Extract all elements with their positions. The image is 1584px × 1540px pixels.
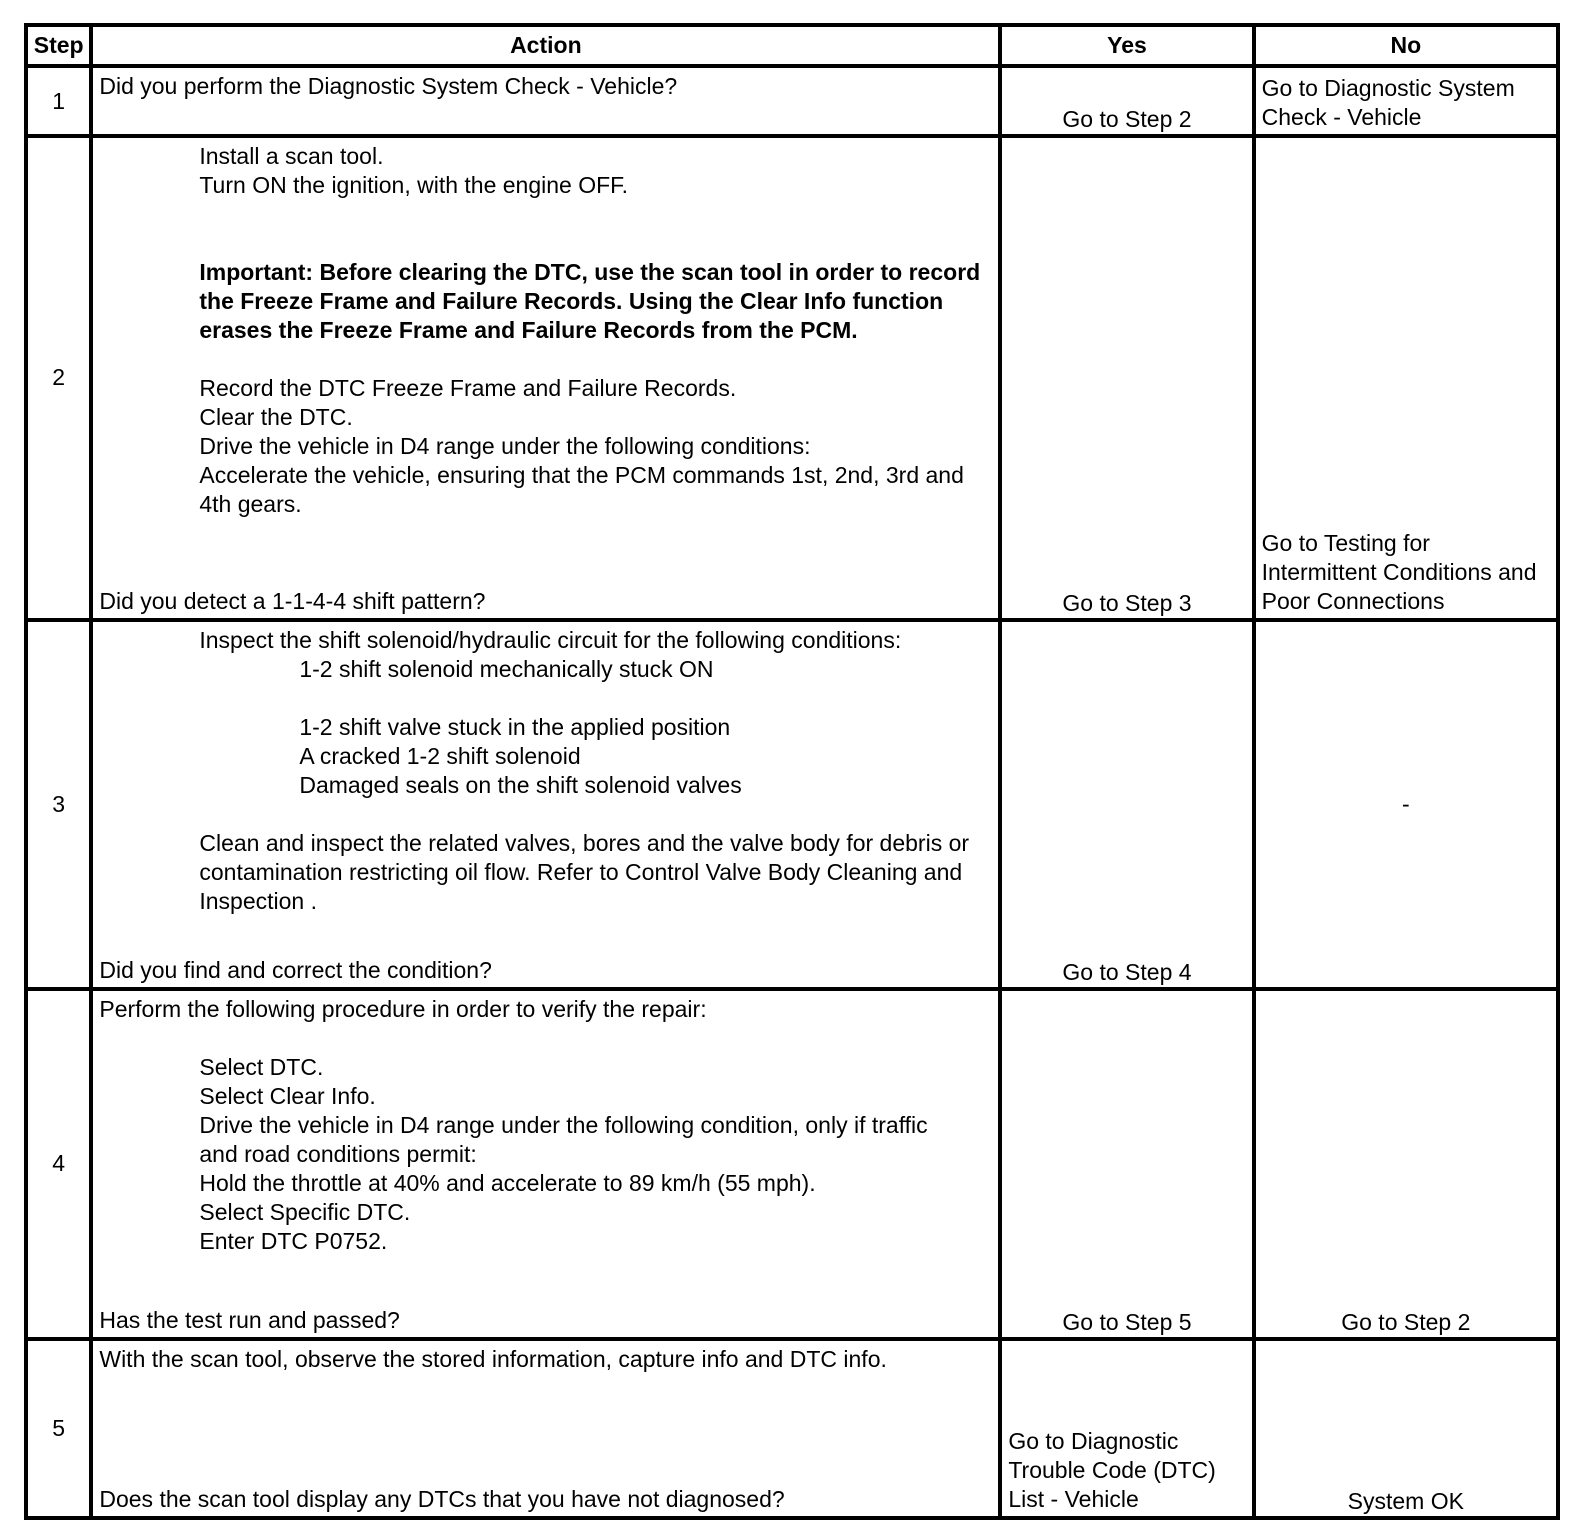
step-number: 2 (26, 136, 91, 619)
action-line: Select Specific DTC. (199, 1198, 411, 1225)
table-row (26, 1339, 1558, 1519)
question-text: Does the scan tool display any DTCs that you have not diagnosed? (99, 1486, 785, 1512)
yes-cell: Go to Step 4 (1000, 620, 1253, 989)
question-text: Did you detect a 1-1-4-4 shift pattern? (99, 587, 486, 614)
action-line: Install a scan tool. (199, 143, 384, 170)
action-line: Select DTC. (199, 1053, 324, 1080)
step-number: 5 (26, 1339, 91, 1519)
action-cell (91, 136, 1000, 619)
condition-line: 1-2 shift solenoid mechanically stuck ON (299, 655, 714, 682)
no-cell: Go to Testing for Intermittent Conditions and Poor Connections (1254, 136, 1558, 619)
question-text: Has the test run and passed? (99, 1306, 400, 1333)
action-cell (91, 66, 1000, 136)
yes-cell: Go to Step 2 (1000, 66, 1253, 136)
action-line: Enter DTC P0752. (199, 1227, 388, 1254)
yes-cell: Go to Diagnostic Trouble Code (DTC) List - Vehicle (1000, 1339, 1253, 1519)
yes-cell: Go to Step 5 (1000, 989, 1253, 1339)
header-action: Action (91, 25, 1000, 66)
table-row (26, 620, 1558, 989)
no-cell: - (1254, 620, 1558, 989)
no-cell: Go to Step 2 (1254, 989, 1558, 1339)
condition-line: 1-2 shift valve stuck in the applied position (299, 713, 731, 740)
action-line: Hold the throttle at 40% and accelerate to 89 km/h (55 mph). (199, 1169, 816, 1196)
table-row (26, 989, 1558, 1339)
diagnostic-table (24, 23, 1560, 1520)
action-line: Select Clear Info. (199, 1082, 376, 1109)
no-cell: Go to Diagnostic System Check - Vehicle (1254, 66, 1558, 136)
step-number: 3 (26, 620, 91, 989)
step-number: 4 (26, 989, 91, 1339)
action-line: Accelerate the vehicle, ensuring that the PCM commands 1st, 2nd, 3rd and 4th gears. (199, 462, 971, 518)
header-step: Step (26, 25, 91, 66)
action-line: Clean and inspect the related valves, bores and the valve body for debris or contamination restricting oil flow. Refer to Control Valve Body Cleaning and Inspection . (199, 829, 976, 914)
header-row (26, 25, 1558, 66)
action-line: Drive the vehicle in D4 range under the following condition, only if traffic and road conditions permit: (199, 1111, 935, 1167)
action-cell (91, 620, 1000, 989)
header-yes: Yes (1000, 25, 1253, 66)
action-line: Drive the vehicle in D4 range under the following conditions: (199, 433, 811, 460)
action-line: Turn ON the ignition, with the engine OFF. (199, 172, 629, 199)
action-line: Perform the following procedure in order to verify the repair: (99, 995, 707, 1022)
action-line: Inspect the shift solenoid/hydraulic circuit for the following conditions: (199, 626, 902, 653)
action-cell (91, 989, 1000, 1339)
question-text: Did you find and correct the condition? (99, 956, 492, 983)
no-cell: System OK (1254, 1339, 1558, 1519)
table-row (26, 66, 1558, 136)
yes-cell: Go to Step 3 (1000, 136, 1253, 619)
action-cell (91, 1339, 1000, 1519)
action-line: Clear the DTC. (199, 404, 353, 431)
action-line: Record the DTC Freeze Frame and Failure Records. (199, 375, 737, 402)
condition-line: Damaged seals on the shift solenoid valves (299, 771, 742, 798)
header-no: No (1254, 25, 1558, 66)
step-number: 1 (26, 66, 91, 136)
action-line: With the scan tool, observe the stored information, capture info and DTC info. (99, 1345, 887, 1372)
condition-line: A cracked 1-2 shift solenoid (299, 742, 581, 769)
question-text: Did you perform the Diagnostic System Check - Vehicle? (99, 73, 678, 100)
important-note: Important: Before clearing the DTC, use the scan tool in order to record the Freeze Frame and Failure Records. Using the Clear Info function erases the Freeze Frame and Failure Records from the PCM. (199, 259, 987, 344)
table-row (26, 136, 1558, 619)
